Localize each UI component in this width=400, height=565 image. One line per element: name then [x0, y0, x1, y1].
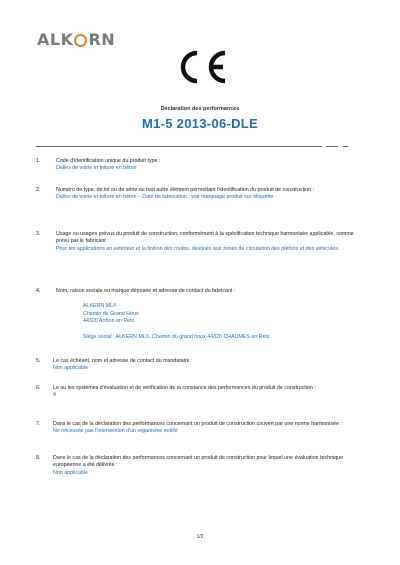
- head-office: Siège social : ALKERN MLX, Chemin du grand houx 44320 CHAUMES en Retz: [83, 333, 270, 340]
- document-subtitle: Déclaration des performances: [160, 106, 240, 112]
- section-number: 2.: [36, 187, 41, 193]
- manufacturer-address: [83, 303, 360, 325]
- section-answer: Non applicable: [53, 365, 89, 372]
- page-number: 1/2: [196, 534, 204, 540]
- logo-text-start: ALK: [37, 30, 74, 49]
- section-number: 7.: [36, 421, 41, 427]
- section-question: Dans le cas de la déclaration des performances concernant un produit de construction pour lequel une évaluation technique européenne a été délivrée :: [53, 455, 344, 469]
- ce-mark-icon: [172, 47, 230, 87]
- section-answer: 4: [53, 392, 56, 399]
- header-rule-dash: [343, 146, 348, 147]
- section-question: Usage ou usages prévus du produit de construction, conformément à la spécification technique harmonisée applicable, comme prévu par le fabricant :: [56, 231, 354, 245]
- section-answer: Ne nécessite pas l'intervention d'un organisme notifié: [53, 428, 178, 435]
- alkern-logo: [37, 30, 115, 49]
- section-number: 6.: [36, 385, 41, 391]
- section-answer: Non applicable: [53, 469, 89, 476]
- logo-ring-icon: [74, 34, 87, 47]
- section-number: 4.: [36, 288, 41, 294]
- section-answer: Dalles de voirie et toiture en béton: [56, 165, 137, 172]
- document-title: M1-5 2013-06-DLE: [141, 116, 259, 131]
- section-number: 8.: [36, 455, 41, 461]
- section-question: Numéro de type, de lot ou de série ou tout autre élément permettant l'identification du produit de construction :: [56, 187, 315, 193]
- address-line: 44320 Arthon en Retz: [83, 318, 135, 325]
- section-question: Dans le cas de la déclaration des performances concernant un produit de construction couvert par une norme harmonisée :: [53, 421, 342, 427]
- section-number: 1.: [36, 158, 41, 164]
- section-number: 3.: [36, 231, 41, 237]
- section-question: Code d'identification unique du produit type :: [56, 158, 161, 164]
- header-rule-dash: [326, 146, 338, 147]
- section-question: Nom, raison sociale ou marque déposée et adresse de contact du fabricant :: [56, 288, 236, 294]
- section-number: 5.: [36, 358, 41, 364]
- section-answer: Dalles de voirie et toiture en béton – Date de fabrication : voir marquage produit sur étiquette: [56, 194, 274, 201]
- logo-text-end: RN: [88, 30, 116, 49]
- section-question: Le cas échéant, nom et adresse de contact du mandataire :: [53, 358, 193, 364]
- section-question: Le ou les systèmes d'évaluation et de vérification de la constance des performances du produit de construction :: [53, 385, 316, 391]
- address-line: Chemin du Grand Houx: [83, 310, 139, 317]
- header-rule: [36, 146, 322, 147]
- section-answer: Pour les applications en extérieur et la finition des routes, destinés aux zones de circulation des piétons et des véhicules.: [56, 245, 340, 252]
- address-line: ALKERN MLX: [83, 303, 117, 310]
